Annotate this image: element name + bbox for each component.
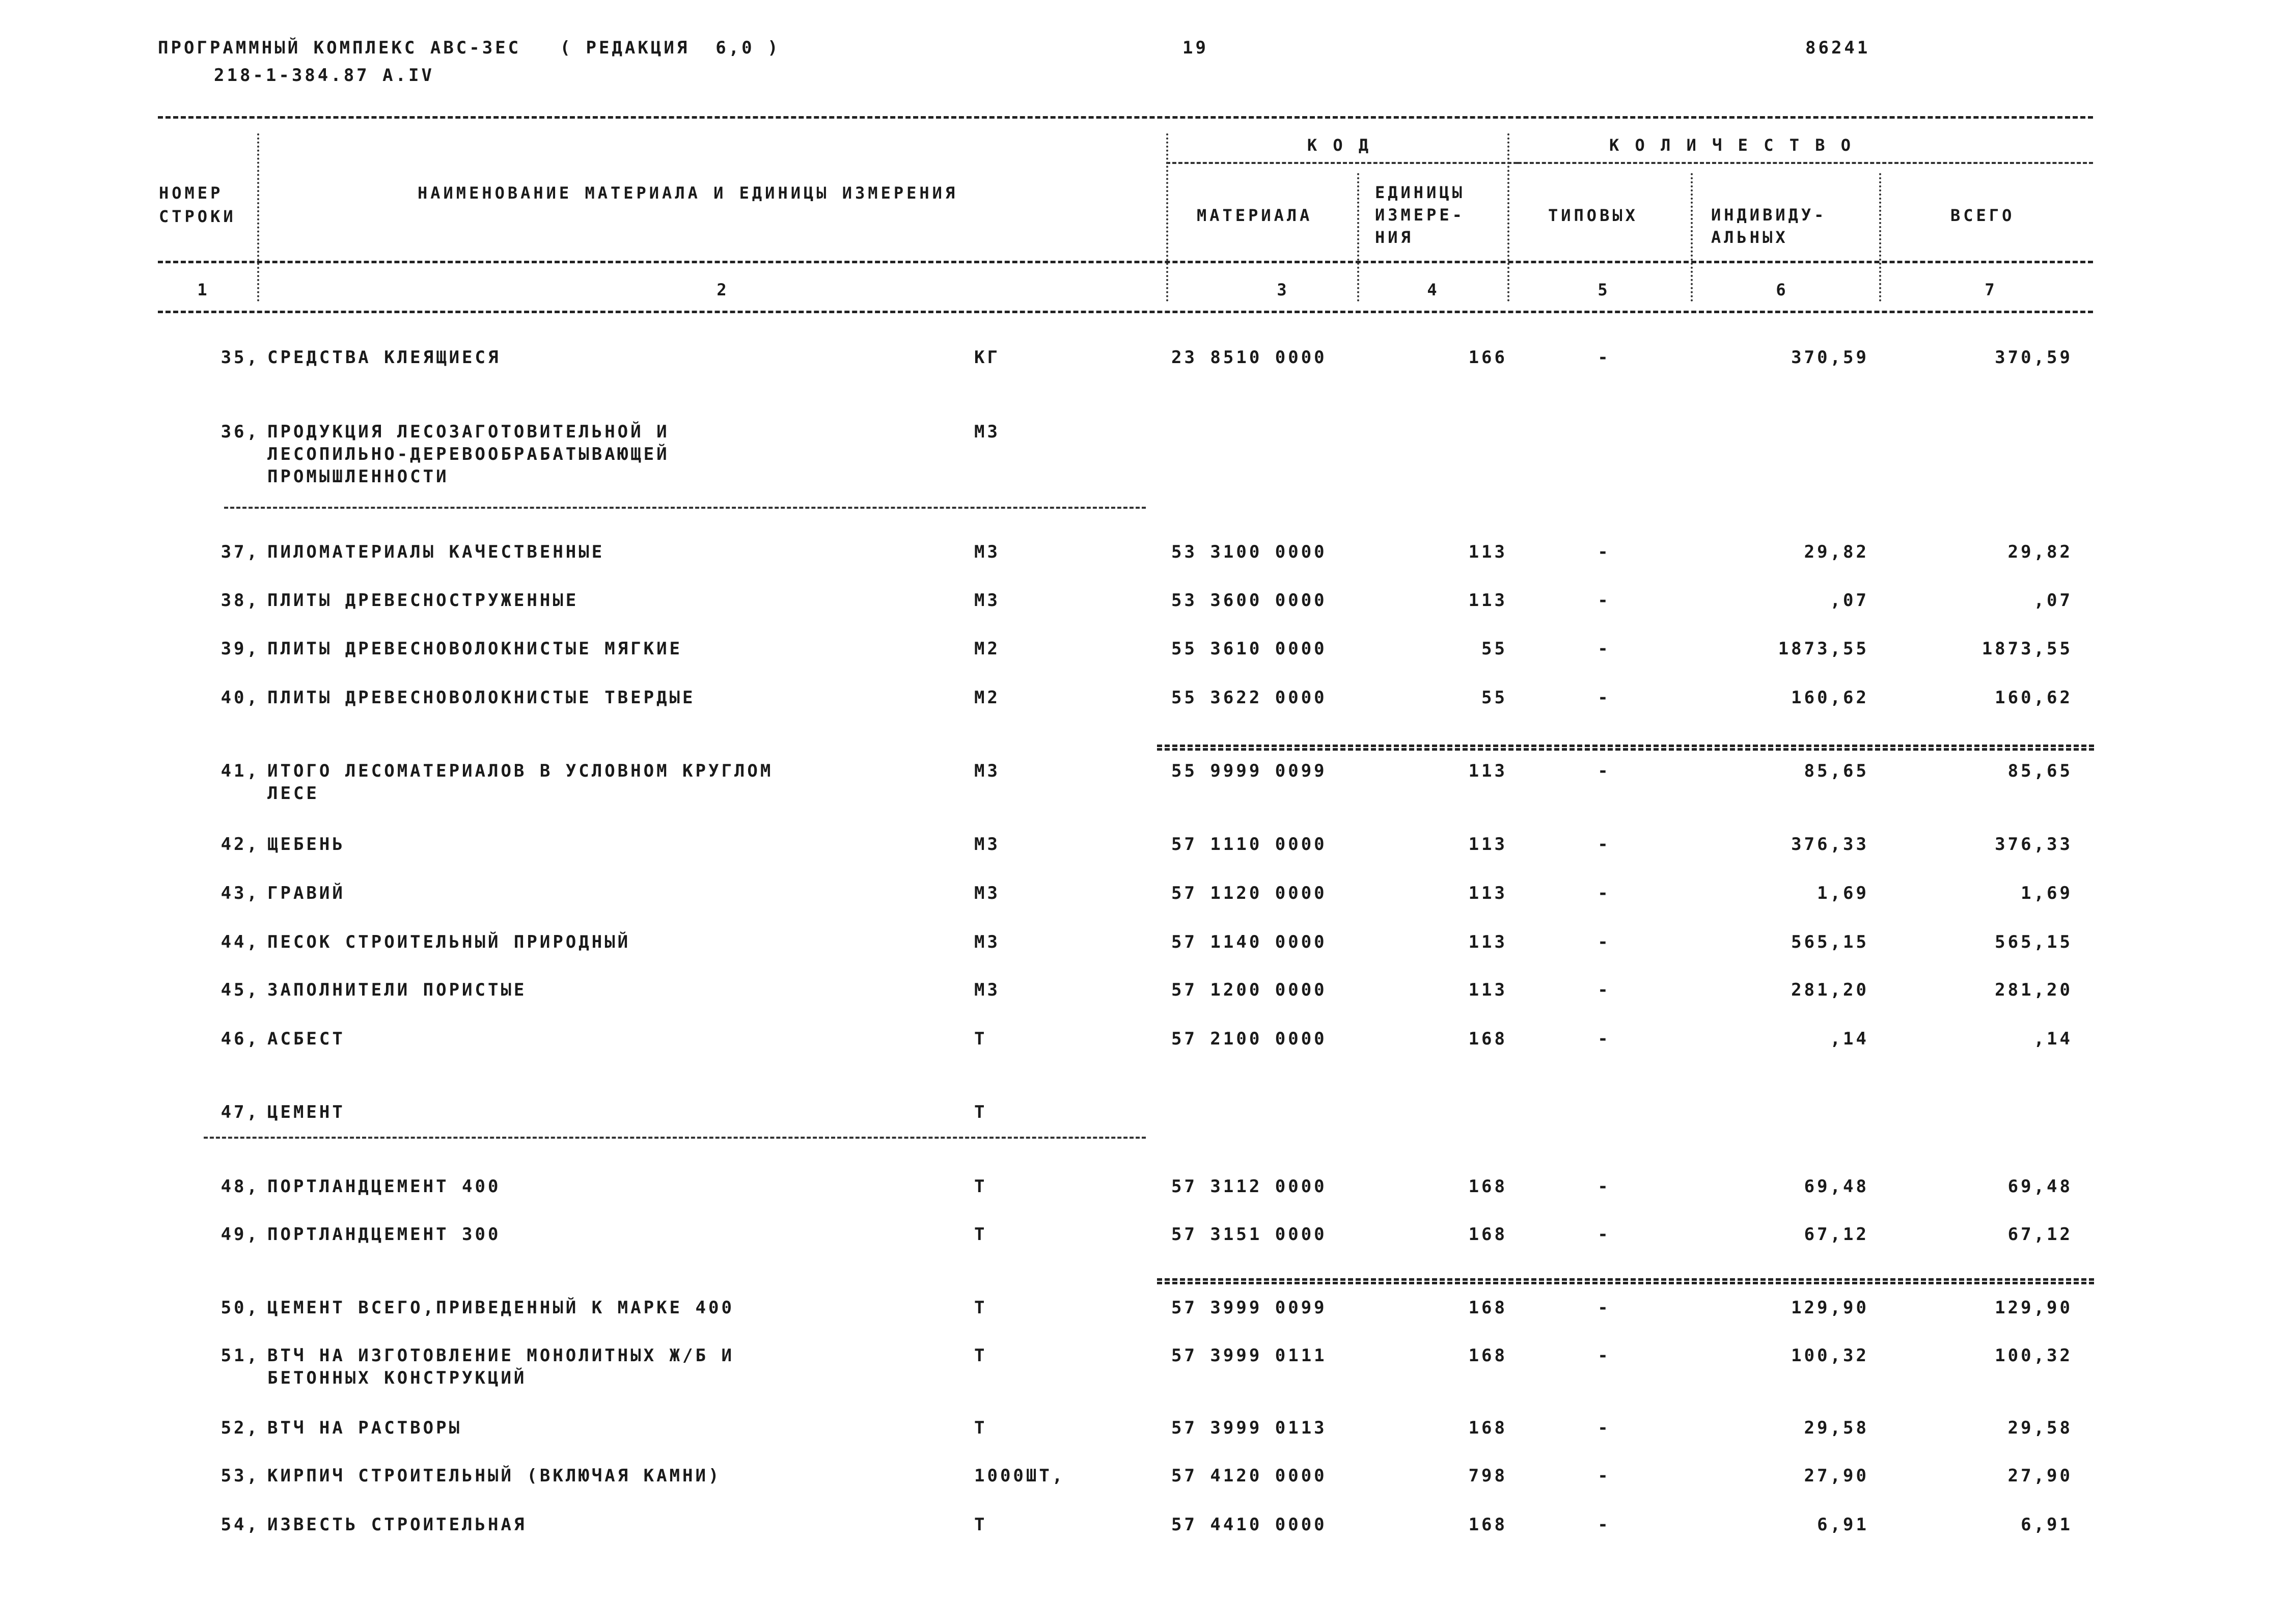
row-number: 54, (221, 1515, 260, 1535)
unit-code: 113 (1468, 542, 1507, 562)
qty-total: 160,62 (1995, 687, 2073, 708)
qty-total: 67,12 (2007, 1224, 2073, 1245)
unit-code: 168 (1468, 1224, 1507, 1245)
col-number-1: 1 (197, 280, 210, 299)
material-name: ЦЕМЕНТ (267, 1102, 345, 1122)
material-code: 57 1200 0000 (1171, 980, 1327, 1000)
header-separator (1879, 173, 1881, 301)
row-number: 51, (221, 1345, 260, 1366)
col-number-4: 4 (1427, 280, 1440, 299)
row-number: 52, (221, 1418, 260, 1438)
table-row (0, 1175, 2285, 1211)
qty-typical: - (1598, 1515, 1611, 1535)
table-row (0, 1465, 2285, 1500)
unit: М2 (974, 687, 1000, 708)
row-number: 46, (221, 1029, 260, 1049)
unit-code: 113 (1468, 980, 1507, 1000)
header-separator (1357, 173, 1359, 301)
unit: Т (974, 1102, 987, 1122)
qty-individual: 281,20 (1791, 980, 1869, 1000)
material-name: ПОРТЛАНДЦЕМЕНТ 400 (267, 1176, 501, 1197)
material-name: ИЗВЕСТЬ СТРОИТЕЛЬНАЯ (267, 1515, 527, 1535)
unit: КГ (974, 347, 1000, 368)
section-rule (204, 1137, 1146, 1139)
qty-typical: - (1598, 834, 1611, 855)
row-number: 45, (221, 980, 260, 1000)
col-number-7: 7 (1985, 280, 1998, 299)
col-number-5: 5 (1598, 280, 1611, 299)
material-name: ПЕСОК СТРОИТЕЛЬНЫЙ ПРИРОДНЫЙ (267, 932, 631, 952)
row-number: 37, (221, 542, 260, 562)
qty-total: 376,33 (1995, 834, 2073, 855)
unit: Т (974, 1515, 987, 1535)
qty-typical: - (1598, 1029, 1611, 1049)
unit: М3 (974, 834, 1000, 855)
material-name: ПЛИТЫ ДРЕВЕСНОВОЛОКНИСТЫЕ ТВЕРДЫЕ (267, 687, 696, 708)
unit: М3 (974, 932, 1000, 952)
qty-total: 29,82 (2007, 542, 2073, 562)
row-number: 36, (221, 422, 260, 442)
table-row (0, 882, 2285, 918)
header-row-number: НОМЕР СТРОКИ (159, 183, 236, 226)
qty-typical: - (1598, 347, 1611, 368)
table-row (0, 979, 2285, 1014)
material-name: ПИЛОМАТЕРИАЛЫ КАЧЕСТВЕННЫЕ (267, 542, 605, 562)
material-code: 57 4410 0000 (1171, 1515, 1327, 1535)
qty-total: 85,65 (2007, 761, 2073, 781)
unit: Т (974, 1224, 987, 1245)
qty-typical: - (1598, 1418, 1611, 1438)
material-name: ЩЕБЕНЬ (267, 834, 345, 855)
qty-total: 69,48 (2007, 1176, 2073, 1197)
material-name: КИРПИЧ СТРОИТЕЛЬНЫЙ (ВКЛЮЧАЯ КАМНИ) (267, 1466, 722, 1486)
material-name: ВТЧ НА ИЗГОТОВЛЕНИЕ МОНОЛИТНЫХ Ж/Б И БЕТОННЫХ КОНСТРУКЦИЙ (267, 1345, 734, 1388)
material-code: 57 4120 0000 (1171, 1466, 1327, 1486)
row-number: 47, (221, 1102, 260, 1122)
code-group-rule (1166, 162, 1518, 164)
material-code: 53 3100 0000 (1171, 542, 1327, 562)
qty-typical: - (1598, 1224, 1611, 1245)
unit-code: 168 (1468, 1298, 1507, 1318)
qty-typical: - (1598, 980, 1611, 1000)
qty-total: 129,90 (1995, 1298, 2073, 1318)
material-code: 57 1120 0000 (1171, 883, 1327, 903)
qty-individual: 100,32 (1791, 1345, 1869, 1366)
qty-total: 29,58 (2007, 1418, 2073, 1438)
qty-individual: 6,91 (1817, 1515, 1869, 1535)
row-number: 35, (221, 347, 260, 368)
qty-individual: 85,65 (1804, 761, 1869, 781)
row-number: 42, (221, 834, 260, 855)
row-number: 41, (221, 761, 260, 781)
qty-total: ,14 (2033, 1029, 2073, 1049)
qty-individual: 1873,55 (1778, 639, 1869, 659)
material-code: 57 3999 0099 (1171, 1298, 1327, 1318)
qty-typical: - (1598, 932, 1611, 952)
page-number: 19 (1182, 38, 1208, 58)
unit: Т (974, 1029, 987, 1049)
unit-code: 168 (1468, 1345, 1507, 1366)
col-number-3: 3 (1277, 280, 1290, 299)
table-row (0, 1297, 2285, 1332)
table-row (0, 1223, 2285, 1259)
header-qty-typical: ТИПОВЫХ (1548, 206, 1638, 225)
header-code-group: К О Д (1307, 135, 1372, 155)
table-row (0, 1344, 2285, 1395)
qty-total: 100,32 (1995, 1345, 2073, 1366)
row-number: 44, (221, 932, 260, 952)
header-top-rule (158, 116, 2093, 119)
unit-code: 113 (1468, 932, 1507, 952)
material-name: ВТЧ НА РАСТВОРЫ (267, 1418, 462, 1438)
unit: М3 (974, 883, 1000, 903)
unit-code: 168 (1468, 1515, 1507, 1535)
qty-individual: 27,90 (1804, 1466, 1869, 1486)
material-code: 57 1110 0000 (1171, 834, 1327, 855)
qty-total: 565,15 (1995, 932, 2073, 952)
unit-code: 113 (1468, 834, 1507, 855)
header-name: НАИМЕНОВАНИЕ МАТЕРИАЛА И ЕДИНИЦЫ ИЗМЕРЕНИЯ (418, 183, 958, 203)
unit: М3 (974, 980, 1000, 1000)
material-name: ГРАВИЙ (267, 883, 345, 903)
unit: М3 (974, 422, 1000, 442)
unit: Т (974, 1298, 987, 1318)
material-code: 53 3600 0000 (1171, 590, 1327, 611)
material-code: 57 3112 0000 (1171, 1176, 1327, 1197)
row-number: 39, (221, 639, 260, 659)
qty-total: 281,20 (1995, 980, 2073, 1000)
program-title: ПРОГРАММНЫЙ КОМПЛЕКС АВС-ЗЕС ( РЕДАКЦИЯ 6,0 ) (158, 38, 781, 58)
material-code: 55 3622 0000 (1171, 687, 1327, 708)
col-number-2: 2 (717, 280, 730, 299)
unit-code: 168 (1468, 1418, 1507, 1438)
unit: Т (974, 1418, 987, 1438)
unit-code: 113 (1468, 761, 1507, 781)
material-code: 55 3610 0000 (1171, 639, 1327, 659)
header-code-material: МАТЕРИАЛА (1197, 206, 1313, 225)
table-row (0, 421, 2285, 492)
unit-code: 166 (1468, 347, 1507, 368)
header-separator (1166, 133, 1168, 301)
qty-individual: 29,58 (1804, 1418, 1869, 1438)
qty-individual: 565,15 (1791, 932, 1869, 952)
qty-group-rule (1518, 162, 2093, 164)
material-name: ЗАПОЛНИТЕЛИ ПОРИСТЫЕ (267, 980, 527, 1000)
qty-total: ,07 (2033, 590, 2073, 611)
unit-code: 55 (1481, 687, 1507, 708)
unit: М3 (974, 761, 1000, 781)
row-number: 48, (221, 1176, 260, 1197)
qty-individual: 160,62 (1791, 687, 1869, 708)
row-number: 50, (221, 1298, 260, 1318)
material-name: ПЛИТЫ ДРЕВЕСНОСТРУЖЕННЫЕ (267, 590, 579, 611)
material-code: 57 3151 0000 (1171, 1224, 1327, 1245)
header-bottom-rule (158, 311, 2093, 313)
qty-typical: - (1598, 761, 1611, 781)
row-number: 43, (221, 883, 260, 903)
material-name: ИТОГО ЛЕСОМАТЕРИАЛОВ В УСЛОВНОМ КРУГЛОМ ЛЕСЕ (267, 761, 774, 804)
table-row (0, 346, 2285, 382)
qty-individual: 1,69 (1817, 883, 1869, 903)
table-row (0, 1028, 2285, 1063)
unit-code: 113 (1468, 590, 1507, 611)
qty-typical: - (1598, 883, 1611, 903)
header-qty-individual: ИНДИВИДУ- АЛЬНЫХ (1711, 205, 1827, 247)
table-row (0, 541, 2285, 576)
qty-typical: - (1598, 1345, 1611, 1366)
subtotal-double-rule (1157, 1278, 2094, 1284)
unit: Т (974, 1176, 987, 1197)
qty-total: 6,91 (2021, 1515, 2073, 1535)
unit-code: 55 (1481, 639, 1507, 659)
material-code: 57 1140 0000 (1171, 932, 1327, 952)
table-row (0, 760, 2285, 811)
document-number: 86241 (1805, 38, 1870, 58)
unit-code: 798 (1468, 1466, 1507, 1486)
subtotal-double-rule (1157, 745, 2094, 751)
qty-typical: - (1598, 1466, 1611, 1486)
table-row (0, 1101, 2285, 1137)
qty-typical: - (1598, 687, 1611, 708)
qty-individual: 370,59 (1791, 347, 1869, 368)
table-row (0, 1513, 2285, 1549)
qty-total: 370,59 (1995, 347, 2073, 368)
row-number: 53, (221, 1466, 260, 1486)
unit: 1000ШТ, (974, 1466, 1065, 1486)
unit: М2 (974, 639, 1000, 659)
col-number-6: 6 (1776, 280, 1789, 299)
header-separator (257, 133, 259, 301)
table-row (0, 833, 2285, 869)
qty-individual: 129,90 (1791, 1298, 1869, 1318)
row-number: 40, (221, 687, 260, 708)
table-row (0, 589, 2285, 625)
material-name: ПОРТЛАНДЦЕМЕНТ 300 (267, 1224, 501, 1245)
qty-typical: - (1598, 542, 1611, 562)
header-code-unit: ЕДИНИЦЫ ИЗМЕРЕ- НИЯ (1375, 183, 1465, 247)
material-name: ПРОДУКЦИЯ ЛЕСОЗАГОТОВИТЕЛЬНОЙ И ЛЕСОПИЛЬНО-ДЕРЕВООБРАБАТЫВАЮЩЕЙ ПРОМЫШЛЕННОСТИ (267, 422, 670, 487)
table-row (0, 638, 2285, 673)
unit: М3 (974, 590, 1000, 611)
qty-total: 27,90 (2007, 1466, 2073, 1486)
section-rule (224, 507, 1146, 509)
material-code: 57 3999 0111 (1171, 1345, 1327, 1366)
header-qty-group: К О Л И Ч Е С Т В О (1609, 135, 1854, 155)
table-row (0, 686, 2285, 722)
qty-total: 1,69 (2021, 883, 2073, 903)
qty-individual: 29,82 (1804, 542, 1869, 562)
unit-code: 168 (1468, 1029, 1507, 1049)
material-name: СРЕДСТВА КЛЕЯЩИЕСЯ (267, 347, 501, 368)
header-mid-rule (158, 261, 2093, 263)
row-number: 49, (221, 1224, 260, 1245)
row-number: 38, (221, 590, 260, 611)
qty-total: 1873,55 (1981, 639, 2073, 659)
material-name: ЦЕМЕНТ ВСЕГО,ПРИВЕДЕННЫЙ К МАРКЕ 400 (267, 1298, 734, 1318)
unit: Т (974, 1345, 987, 1366)
qty-individual: 376,33 (1791, 834, 1869, 855)
header-separator (1507, 133, 1509, 301)
qty-typical: - (1598, 639, 1611, 659)
material-code: 55 9999 0099 (1171, 761, 1327, 781)
qty-individual: ,14 (1830, 1029, 1869, 1049)
unit: М3 (974, 542, 1000, 562)
material-name: АСБЕСТ (267, 1029, 345, 1049)
material-name: ПЛИТЫ ДРЕВЕСНОВОЛОКНИСТЫЕ МЯГКИЕ (267, 639, 683, 659)
qty-typical: - (1598, 1176, 1611, 1197)
unit-code: 168 (1468, 1176, 1507, 1197)
material-code: 23 8510 0000 (1171, 347, 1327, 368)
header-separator (1691, 173, 1693, 301)
qty-individual: ,07 (1830, 590, 1869, 611)
table-row (0, 931, 2285, 967)
qty-typical: - (1598, 1298, 1611, 1318)
qty-individual: 69,48 (1804, 1176, 1869, 1197)
unit-code: 113 (1468, 883, 1507, 903)
table-row (0, 1417, 2285, 1452)
header-qty-total: ВСЕГО (1950, 206, 2015, 225)
material-code: 57 2100 0000 (1171, 1029, 1327, 1049)
qty-typical: - (1598, 590, 1611, 611)
project-code: 218-1-384.87 A.IV (214, 65, 434, 86)
qty-individual: 67,12 (1804, 1224, 1869, 1245)
material-code: 57 3999 0113 (1171, 1418, 1327, 1438)
